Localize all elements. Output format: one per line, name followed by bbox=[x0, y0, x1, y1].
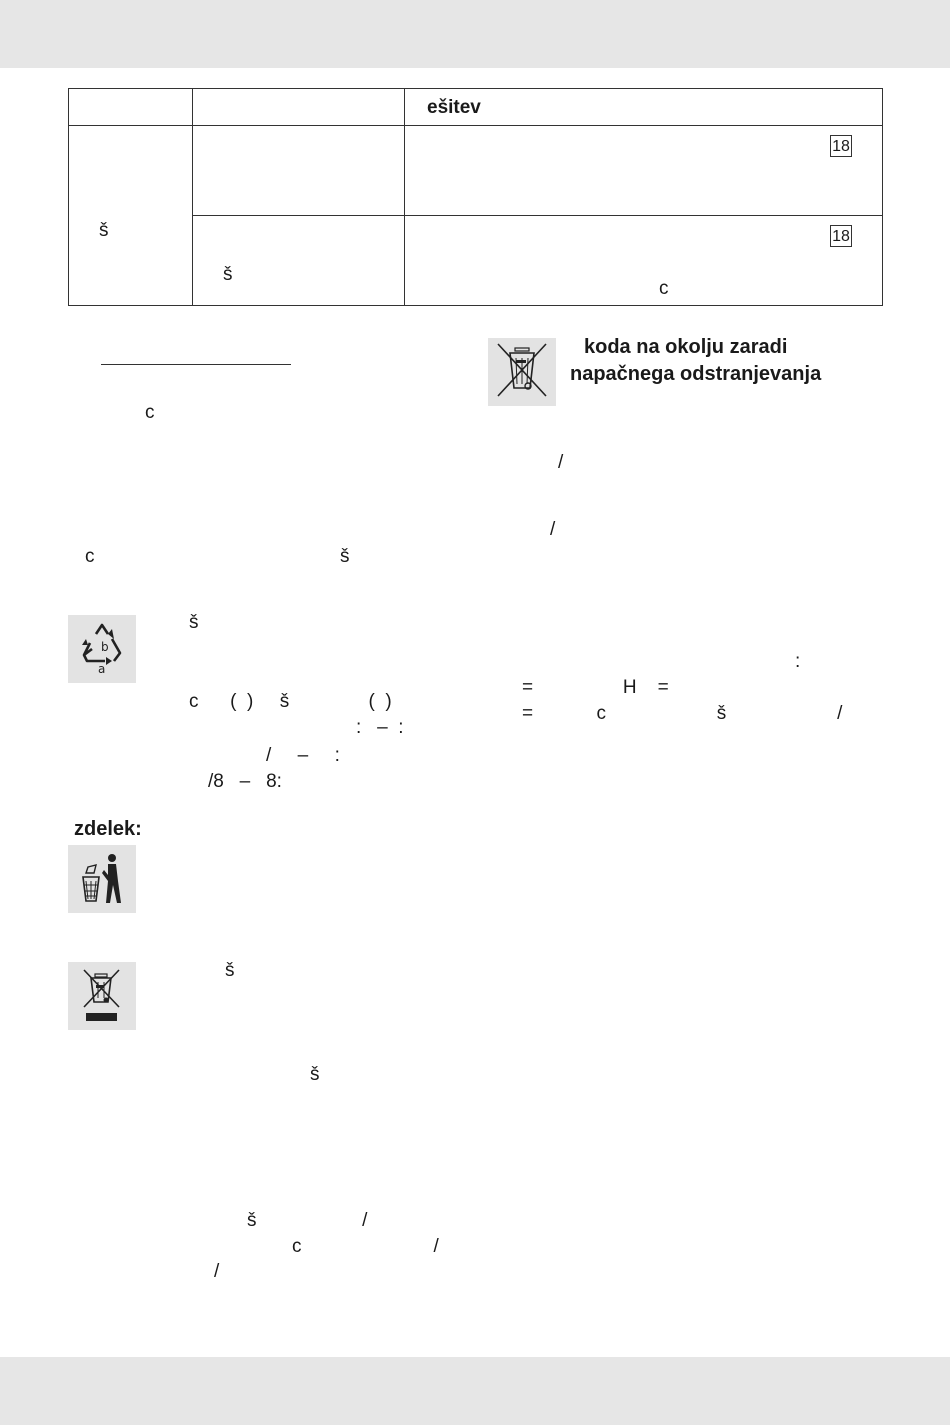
solution-cell: c 18 bbox=[405, 216, 883, 306]
row-label-cell bbox=[69, 126, 193, 306]
text-fragment: š bbox=[225, 960, 235, 981]
cause-cell: š bbox=[193, 216, 405, 306]
weee-heading-line-2: napačnega odstranjevanja bbox=[570, 363, 822, 385]
weee-heading-line-1: koda na okolju zaradi bbox=[584, 336, 788, 358]
text-fragment: / bbox=[214, 1261, 220, 1282]
text-fragment: c / bbox=[292, 1236, 439, 1257]
recycle-line: / – : bbox=[266, 745, 340, 766]
text-fragment: š / bbox=[247, 1210, 368, 1231]
header-band bbox=[0, 0, 950, 68]
tidyman-icon bbox=[68, 845, 136, 913]
table-row bbox=[69, 126, 883, 216]
text-fragment: š bbox=[340, 546, 350, 567]
header-cell-cause bbox=[193, 89, 405, 126]
text-fragment: š bbox=[310, 1064, 320, 1085]
figure-ref-badge: 18 bbox=[830, 135, 852, 157]
section-heading: zdelek: bbox=[74, 818, 142, 840]
figure-ref-badge: 18 bbox=[830, 225, 852, 247]
recycle-line: : – : bbox=[356, 717, 404, 738]
section-underline bbox=[101, 364, 291, 365]
recycle-icon-label-a: a bbox=[98, 662, 106, 676]
text-fragment: š bbox=[189, 612, 199, 633]
text-fragment: = H = bbox=[522, 677, 669, 698]
text-fragment: / bbox=[558, 452, 564, 473]
recycle-line: /8 – 8: bbox=[208, 771, 282, 792]
troubleshooting-table bbox=[68, 88, 883, 306]
footer-band bbox=[0, 1357, 950, 1425]
row-label: š bbox=[99, 220, 109, 241]
crossed-bin-icon bbox=[68, 962, 136, 1030]
header-cell-problem bbox=[69, 89, 193, 126]
text-fragment: / bbox=[550, 519, 556, 540]
recycle-icon-label-b: b bbox=[101, 640, 109, 654]
text-fragment: = c š / bbox=[522, 703, 843, 724]
recycle-line: c ( ) š ( ) bbox=[189, 691, 392, 712]
table-header-row bbox=[69, 89, 883, 126]
text-fragment: : bbox=[795, 651, 801, 672]
header-cell-solution: ešitev bbox=[405, 89, 883, 126]
text-fragment: c bbox=[85, 546, 95, 567]
cause-cell bbox=[193, 126, 405, 216]
solution-cell bbox=[405, 126, 883, 216]
crossed-bin-icon bbox=[488, 338, 556, 406]
text-fragment: c bbox=[145, 402, 155, 423]
recycle-icon bbox=[68, 615, 136, 683]
